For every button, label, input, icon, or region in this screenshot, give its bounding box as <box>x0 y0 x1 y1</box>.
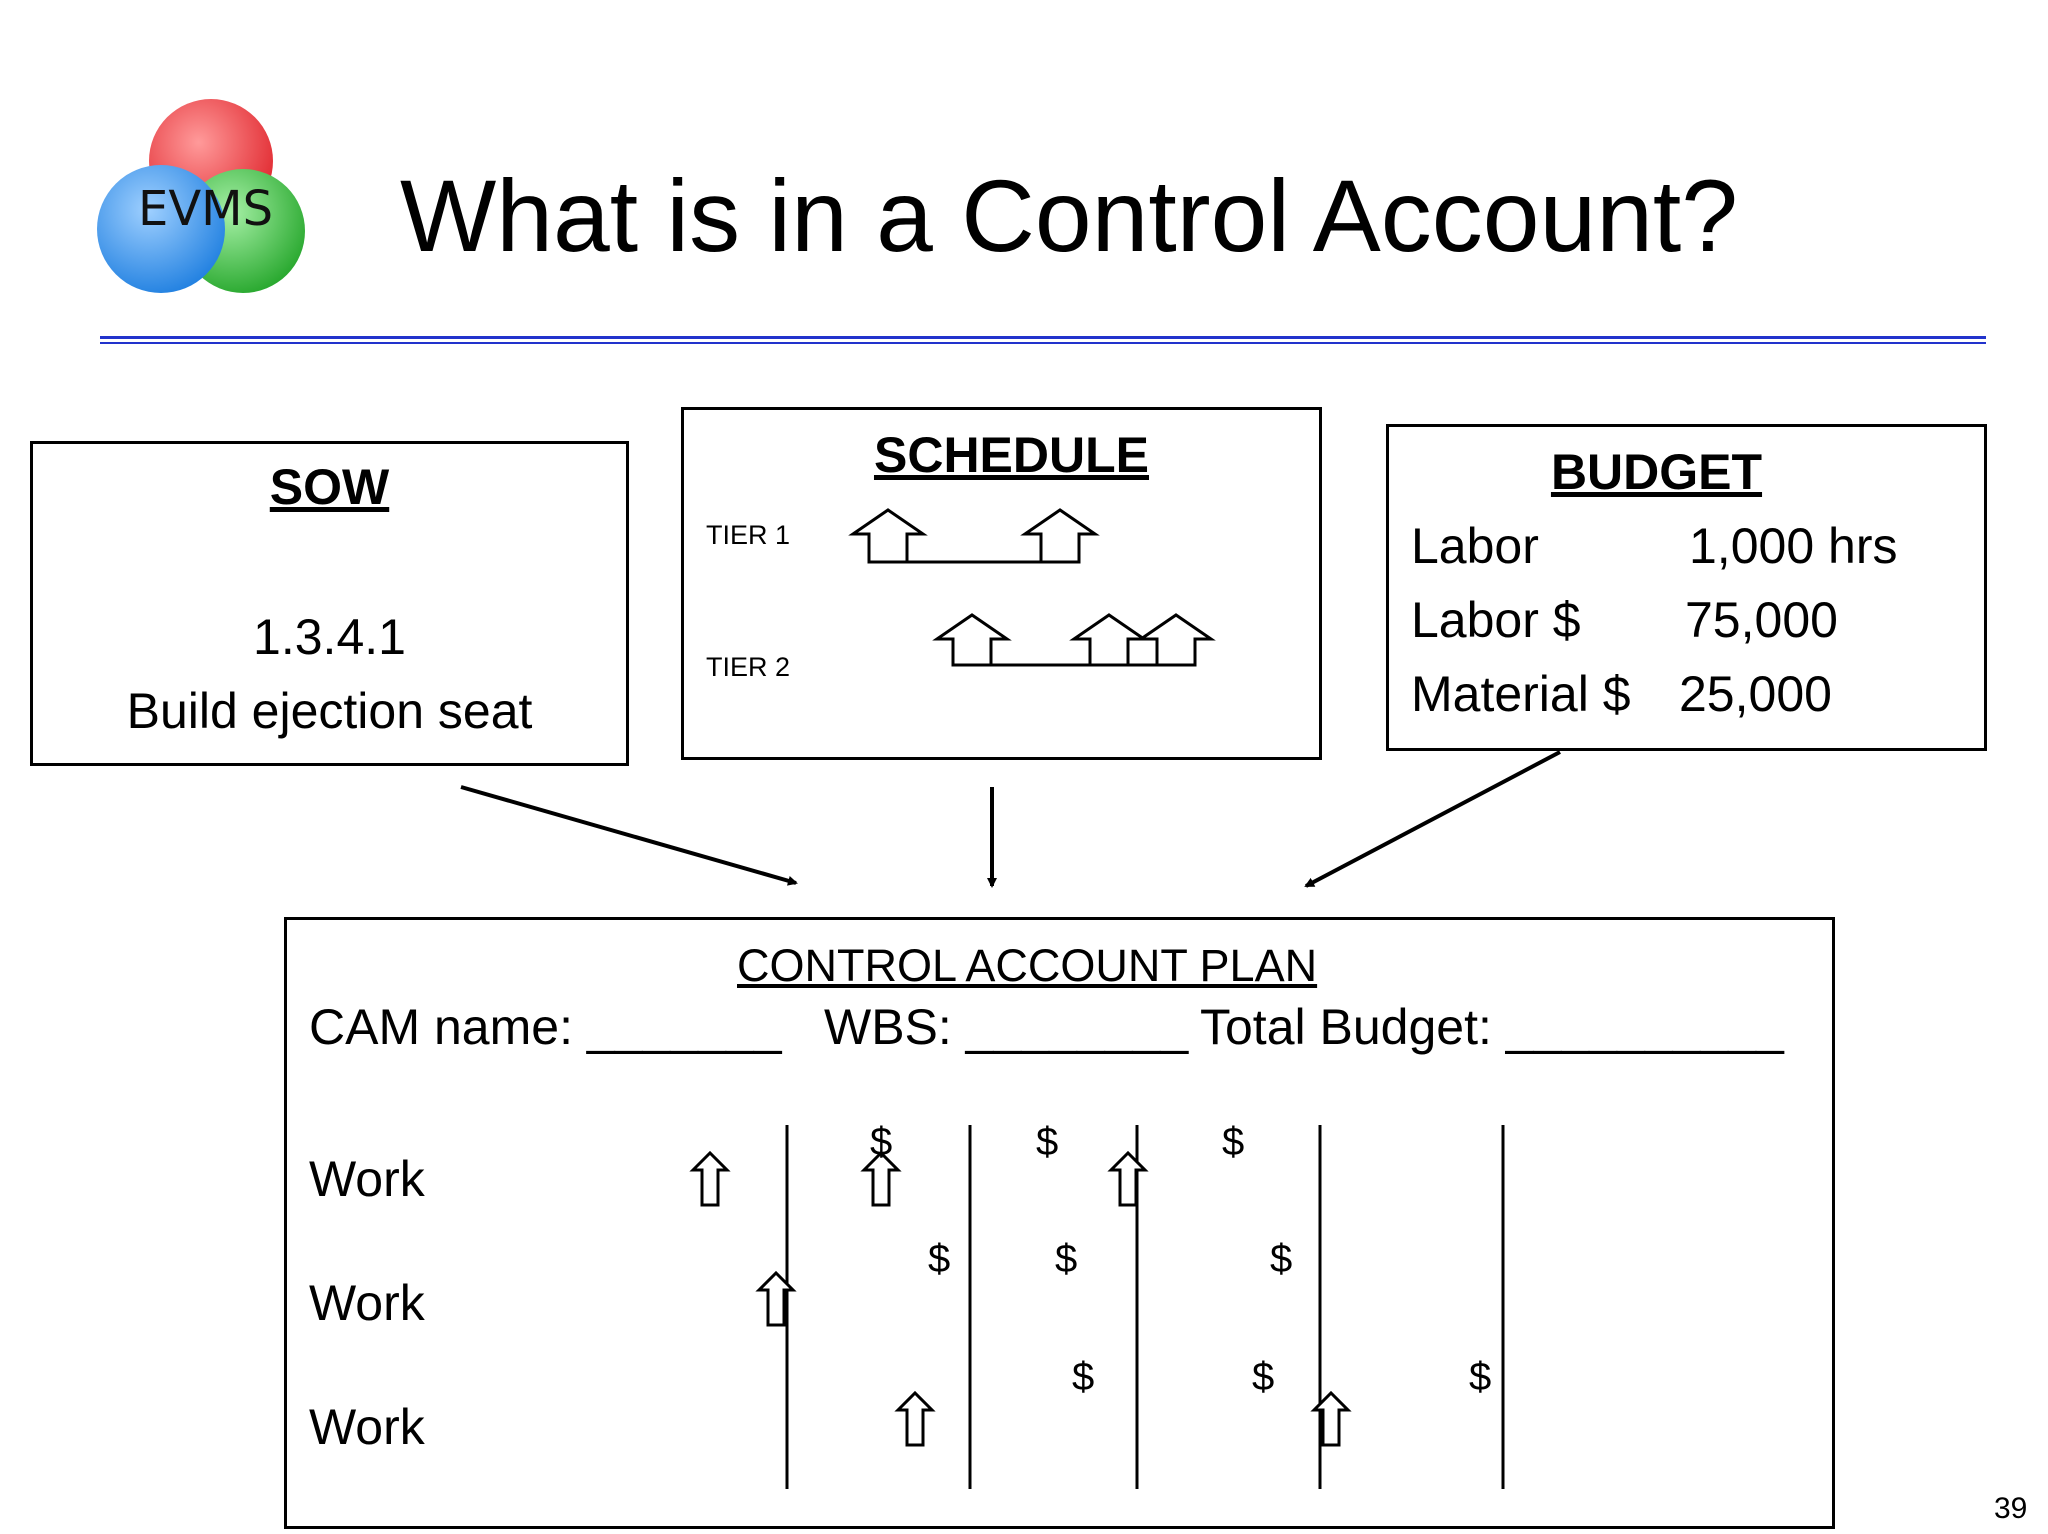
work-row-label: Work <box>309 1151 425 1207</box>
work-package-arrow-icon <box>693 1153 727 1205</box>
milestone-arrow-icon <box>937 615 1007 665</box>
work-row-label: Work <box>309 1275 425 1331</box>
dollar-marker: $ <box>1222 1120 1245 1164</box>
work-row-label: Work <box>309 1399 425 1455</box>
budget-to-plan-arrow <box>1306 752 1560 886</box>
plan-title: CONTROL ACCOUNT PLAN <box>737 940 1318 991</box>
budget-row-labor-dollars-value: 75,000 <box>1685 592 1838 648</box>
budget-row-material-value: 25,000 <box>1679 666 1832 722</box>
work-package-arrow-icon <box>1111 1153 1145 1205</box>
schedule-title: SCHEDULE <box>873 427 1150 483</box>
dollar-marker: $ <box>1055 1237 1078 1281</box>
budget-row-labor-dollars-label: Labor $ <box>1411 592 1581 648</box>
dollar-marker: $ <box>1036 1120 1059 1164</box>
work-package-arrow-icon <box>898 1393 932 1445</box>
milestone-arrow-icon <box>1074 615 1144 665</box>
milestone-arrow-icon <box>1025 510 1095 562</box>
dollar-marker: $ <box>928 1237 951 1281</box>
header-divider <box>100 336 1986 339</box>
sow-box <box>30 441 629 766</box>
milestone-arrow-icon <box>1141 615 1211 665</box>
schedule-milestones <box>681 407 1322 760</box>
cam-name-field: CAM name: _______ <box>309 999 782 1055</box>
dollar-marker: $ <box>1072 1355 1095 1399</box>
dollar-marker: $ <box>1270 1237 1293 1281</box>
page-title: What is in a Control Account? <box>400 159 1739 273</box>
budget-title: BUDGET <box>1550 444 1763 500</box>
schedule-box <box>681 407 1322 760</box>
sow-description: Build ejection seat <box>126 683 533 739</box>
sow-to-plan-arrow <box>461 787 796 883</box>
page-number: 39 <box>1994 1492 2028 1525</box>
sow-wbs-number: 1.3.4.1 <box>253 609 406 665</box>
budget-box <box>1386 424 1987 751</box>
total-budget-field: Total Budget: __________ <box>1200 999 1784 1055</box>
evms-logo <box>95 95 315 295</box>
tier2-label: TIER 2 <box>706 652 791 682</box>
evms-logo-text: EVMS <box>138 181 274 237</box>
dollar-marker: $ <box>1252 1355 1275 1399</box>
wbs-field: WBS: ________ <box>824 999 1189 1055</box>
budget-row-labor-value: 1,000 hrs <box>1689 518 1898 574</box>
plan-grid <box>284 917 1835 1529</box>
header-divider-secondary <box>100 342 1986 344</box>
control-account-plan-box <box>284 917 1835 1529</box>
tier1-label: TIER 1 <box>706 520 791 550</box>
sow-title: SOW <box>269 459 390 515</box>
milestone-arrow-icon <box>853 510 923 562</box>
dollar-marker: $ <box>870 1120 893 1164</box>
dollar-marker: $ <box>1469 1355 1492 1399</box>
budget-row-labor-label: Labor <box>1411 518 1539 574</box>
budget-row-material-label: Material $ <box>1411 666 1631 722</box>
